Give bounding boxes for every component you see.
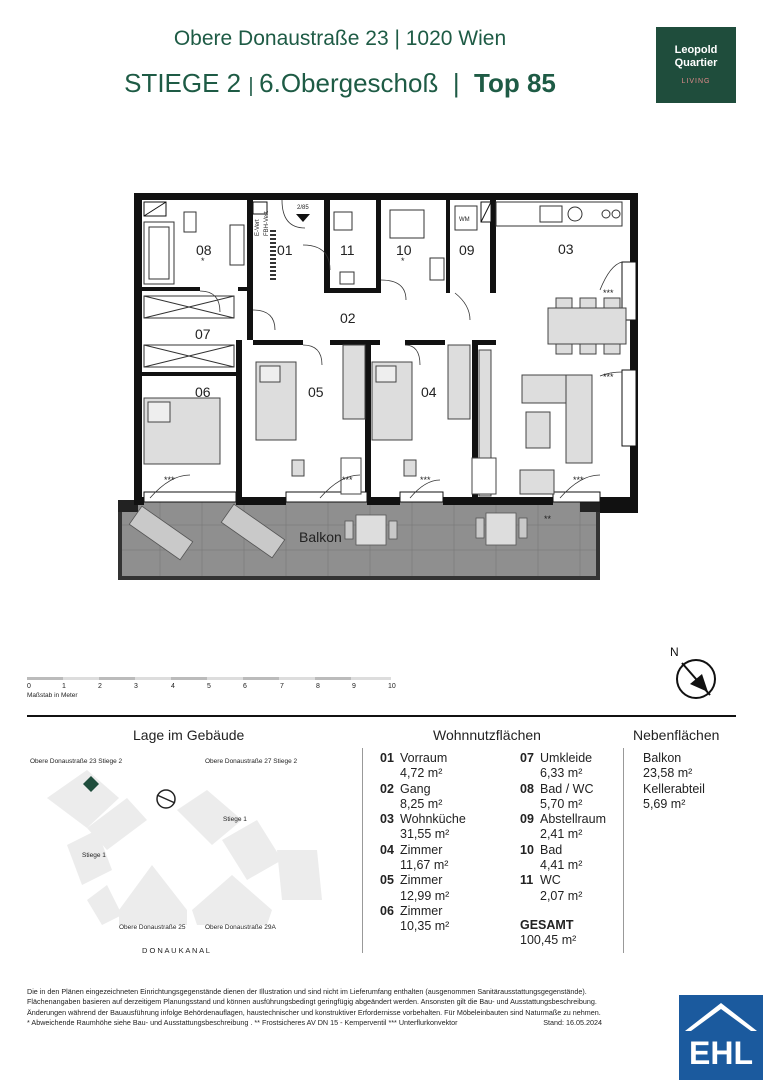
wohn-area-05: 12,99 m² <box>400 888 450 903</box>
neben-title: Nebenflächen <box>633 727 720 743</box>
lage-label-od23: Obere Donaustraße 23 Stiege 2 <box>30 758 123 765</box>
wohn-column-2 <box>520 751 620 949</box>
lage-label-stiege1a: Stiege 1 <box>223 816 247 823</box>
mark-03a: *** <box>573 475 584 485</box>
lage-label-donaukanal: D O N A U K A N A L <box>142 946 210 955</box>
scale-bar <box>27 677 391 680</box>
wohn-area-03: 31,55 m² <box>400 827 450 842</box>
room-05: 05 <box>308 384 324 400</box>
scale-label: Maßstab in Meter <box>27 692 78 699</box>
scale-tick-10: 10 <box>388 683 396 690</box>
divider-line <box>27 715 736 717</box>
mark-balkon: ** <box>544 514 552 524</box>
mark-04: *** <box>420 475 431 485</box>
scale-tick-2: 2 <box>98 683 102 690</box>
lage-label-od27: Obere Donaustraße 27 Stiege 2 <box>205 758 298 765</box>
wohn-area-02: 8,25 m² <box>400 796 443 811</box>
scale-tick-7: 7 <box>280 683 284 690</box>
wohn-area-10: 4,41 m² <box>540 858 583 873</box>
scale-and-compass <box>0 640 763 715</box>
floor-label: 6.Obergeschoß <box>259 68 439 98</box>
ehl-logo-text: EHL <box>689 1035 753 1071</box>
wohn-area-09: 2,41 m² <box>540 827 583 842</box>
dining-table <box>548 298 626 354</box>
wohn-row-07: 07 Umkleide <box>520 751 593 765</box>
room-10: 10 <box>396 242 412 258</box>
wm-label: WM <box>459 217 470 223</box>
disclaimer <box>27 987 602 1029</box>
balkon-label: Balkon <box>299 529 342 545</box>
site-map <box>27 750 357 960</box>
room-06: 06 <box>195 384 211 400</box>
mark-03b: *** <box>603 288 614 298</box>
ehl-logo <box>679 995 763 1080</box>
site-buildings <box>47 770 322 925</box>
scale-tick-3: 3 <box>134 683 138 690</box>
scale-tick-8: 8 <box>316 683 320 690</box>
fbhvert-label: FBH-Vert <box>264 211 270 236</box>
separator-2 <box>623 748 624 953</box>
wohn-area-11: 2,07 m² <box>540 888 583 903</box>
room-01: 01 <box>277 242 293 258</box>
wohn-area-06: 10,35 m² <box>400 919 450 934</box>
unit-title: STIEGE 2 | 6.Obergeschoß | Top 85 <box>124 68 556 98</box>
room-04: 04 <box>421 384 437 400</box>
wohn-column-1 <box>380 751 510 935</box>
wohn-area-07: 6,33 m² <box>540 766 583 781</box>
mark-05: *** <box>342 475 353 485</box>
mark-03c: *** <box>603 372 614 382</box>
address-title: Obere Donaustraße 23 | 1020 Wien <box>173 27 507 50</box>
lage-label-stiege1b: Stiege 1 <box>82 852 106 859</box>
wohn-title: Wohnnutzflächen <box>433 727 541 743</box>
disclaimer-line-3: Änderungen während der Bauausführung infolge Behördenauflagen, haustechnischer und konstruktiver Erfordernisse vorbehalten. Für Möbeleinbauten sind Naturmaße zu nehmen. <box>27 1007 601 1017</box>
wohn-area-08: 5,70 m² <box>540 796 583 811</box>
gesamt-label: GESAMT <box>520 917 574 932</box>
evert-label: E-Vert <box>255 219 261 236</box>
stiege-label: STIEGE 2 <box>124 68 242 98</box>
room-02: 02 <box>340 310 356 326</box>
neben-area-keller: 5,69 m² <box>643 796 686 811</box>
lage-title: Lage im Gebäude <box>133 727 245 743</box>
top-label: Top 85 <box>474 68 556 98</box>
lage-label-od29a: Obere Donaustraße 29A <box>205 924 276 931</box>
wohn-row-08: 08 Bad / WC <box>520 781 594 796</box>
disclaimer-line-1: Die in den Plänen eingezeichneten Einrichtungsgegenstände dienen der Illustration und sind nicht im Lieferumfang enthalten (ausgenommen Sanitärausstattungsgegenstände). <box>27 987 587 996</box>
wohn-row-09: 09 Abstellraum <box>520 812 606 827</box>
scale-tick-1: 1 <box>62 683 66 690</box>
room-03: 03 <box>558 241 574 257</box>
room-11: 11 <box>340 242 355 258</box>
wohn-row-05: 05 Zimmer <box>380 873 443 888</box>
neben-area-balkon: 23,58 m² <box>643 766 693 781</box>
logo-line2: Quartier <box>674 57 718 69</box>
disclaimer-line-4: * Abweichende Raumhöhe siehe Bau- und Ausstattungsbeschreibung . ** Frostsicheres AV DN 15 - Kemperventil *** Unterflurkonvektor Stand: 16.05.2024 <box>27 1018 602 1028</box>
wohn-row-03: 03 Wohnküche <box>380 812 466 827</box>
wohn-row-04: 04 Zimmer <box>380 842 443 857</box>
neben-name-balkon: Balkon <box>643 751 682 765</box>
door-number: 2/85 <box>297 205 309 211</box>
neben-name-keller: Kellerabteil <box>643 781 705 796</box>
room-08: 08 <box>196 242 212 258</box>
wohn-row-01: 01 Vorraum <box>380 751 448 765</box>
kitchen-counter <box>496 202 622 226</box>
scale-tick-0: 0 <box>27 683 31 690</box>
separator-1 <box>362 748 363 953</box>
room-07: 07 <box>195 326 211 342</box>
scale-tick-6: 6 <box>243 683 247 690</box>
mark-06: *** <box>164 475 175 485</box>
wohn-row-06: 06 Zimmer <box>380 903 443 918</box>
wohn-row-11: 11 WC <box>520 873 561 888</box>
neben-list <box>643 751 753 812</box>
gesamt-value: 100,45 m² <box>520 933 577 948</box>
lage-label-od25: Obere Donaustraße 25 <box>119 924 186 931</box>
scale-tick-9: 9 <box>352 683 356 690</box>
logo-line3: LIVING <box>681 78 711 85</box>
room-09: 09 <box>459 242 475 258</box>
wohn-row-02: 02 Gang <box>380 781 431 796</box>
logo-line1: Leopold <box>674 44 718 56</box>
compass-north: N <box>670 645 679 659</box>
wohn-row-10: 10 Bad <box>520 842 563 857</box>
mark-08: * <box>201 256 205 266</box>
wohn-area-01: 4,72 m² <box>400 766 443 781</box>
disclaimer-line-2: Flächenangaben basieren auf derzeitigem Planungsstand und können ausführungsbedingt geringfügig abgeändert werden. Ansonsten gilt die Bau- und Ausstattungsbeschreibung. <box>27 997 597 1007</box>
compass-icon <box>670 645 715 698</box>
mark-10: * <box>401 256 405 266</box>
stand-date: Stand: 16.05.2024 <box>543 1018 602 1028</box>
wohn-area-04: 11,67 m² <box>400 858 449 873</box>
scale-tick-5: 5 <box>207 683 211 690</box>
scale-tick-4: 4 <box>171 683 175 690</box>
